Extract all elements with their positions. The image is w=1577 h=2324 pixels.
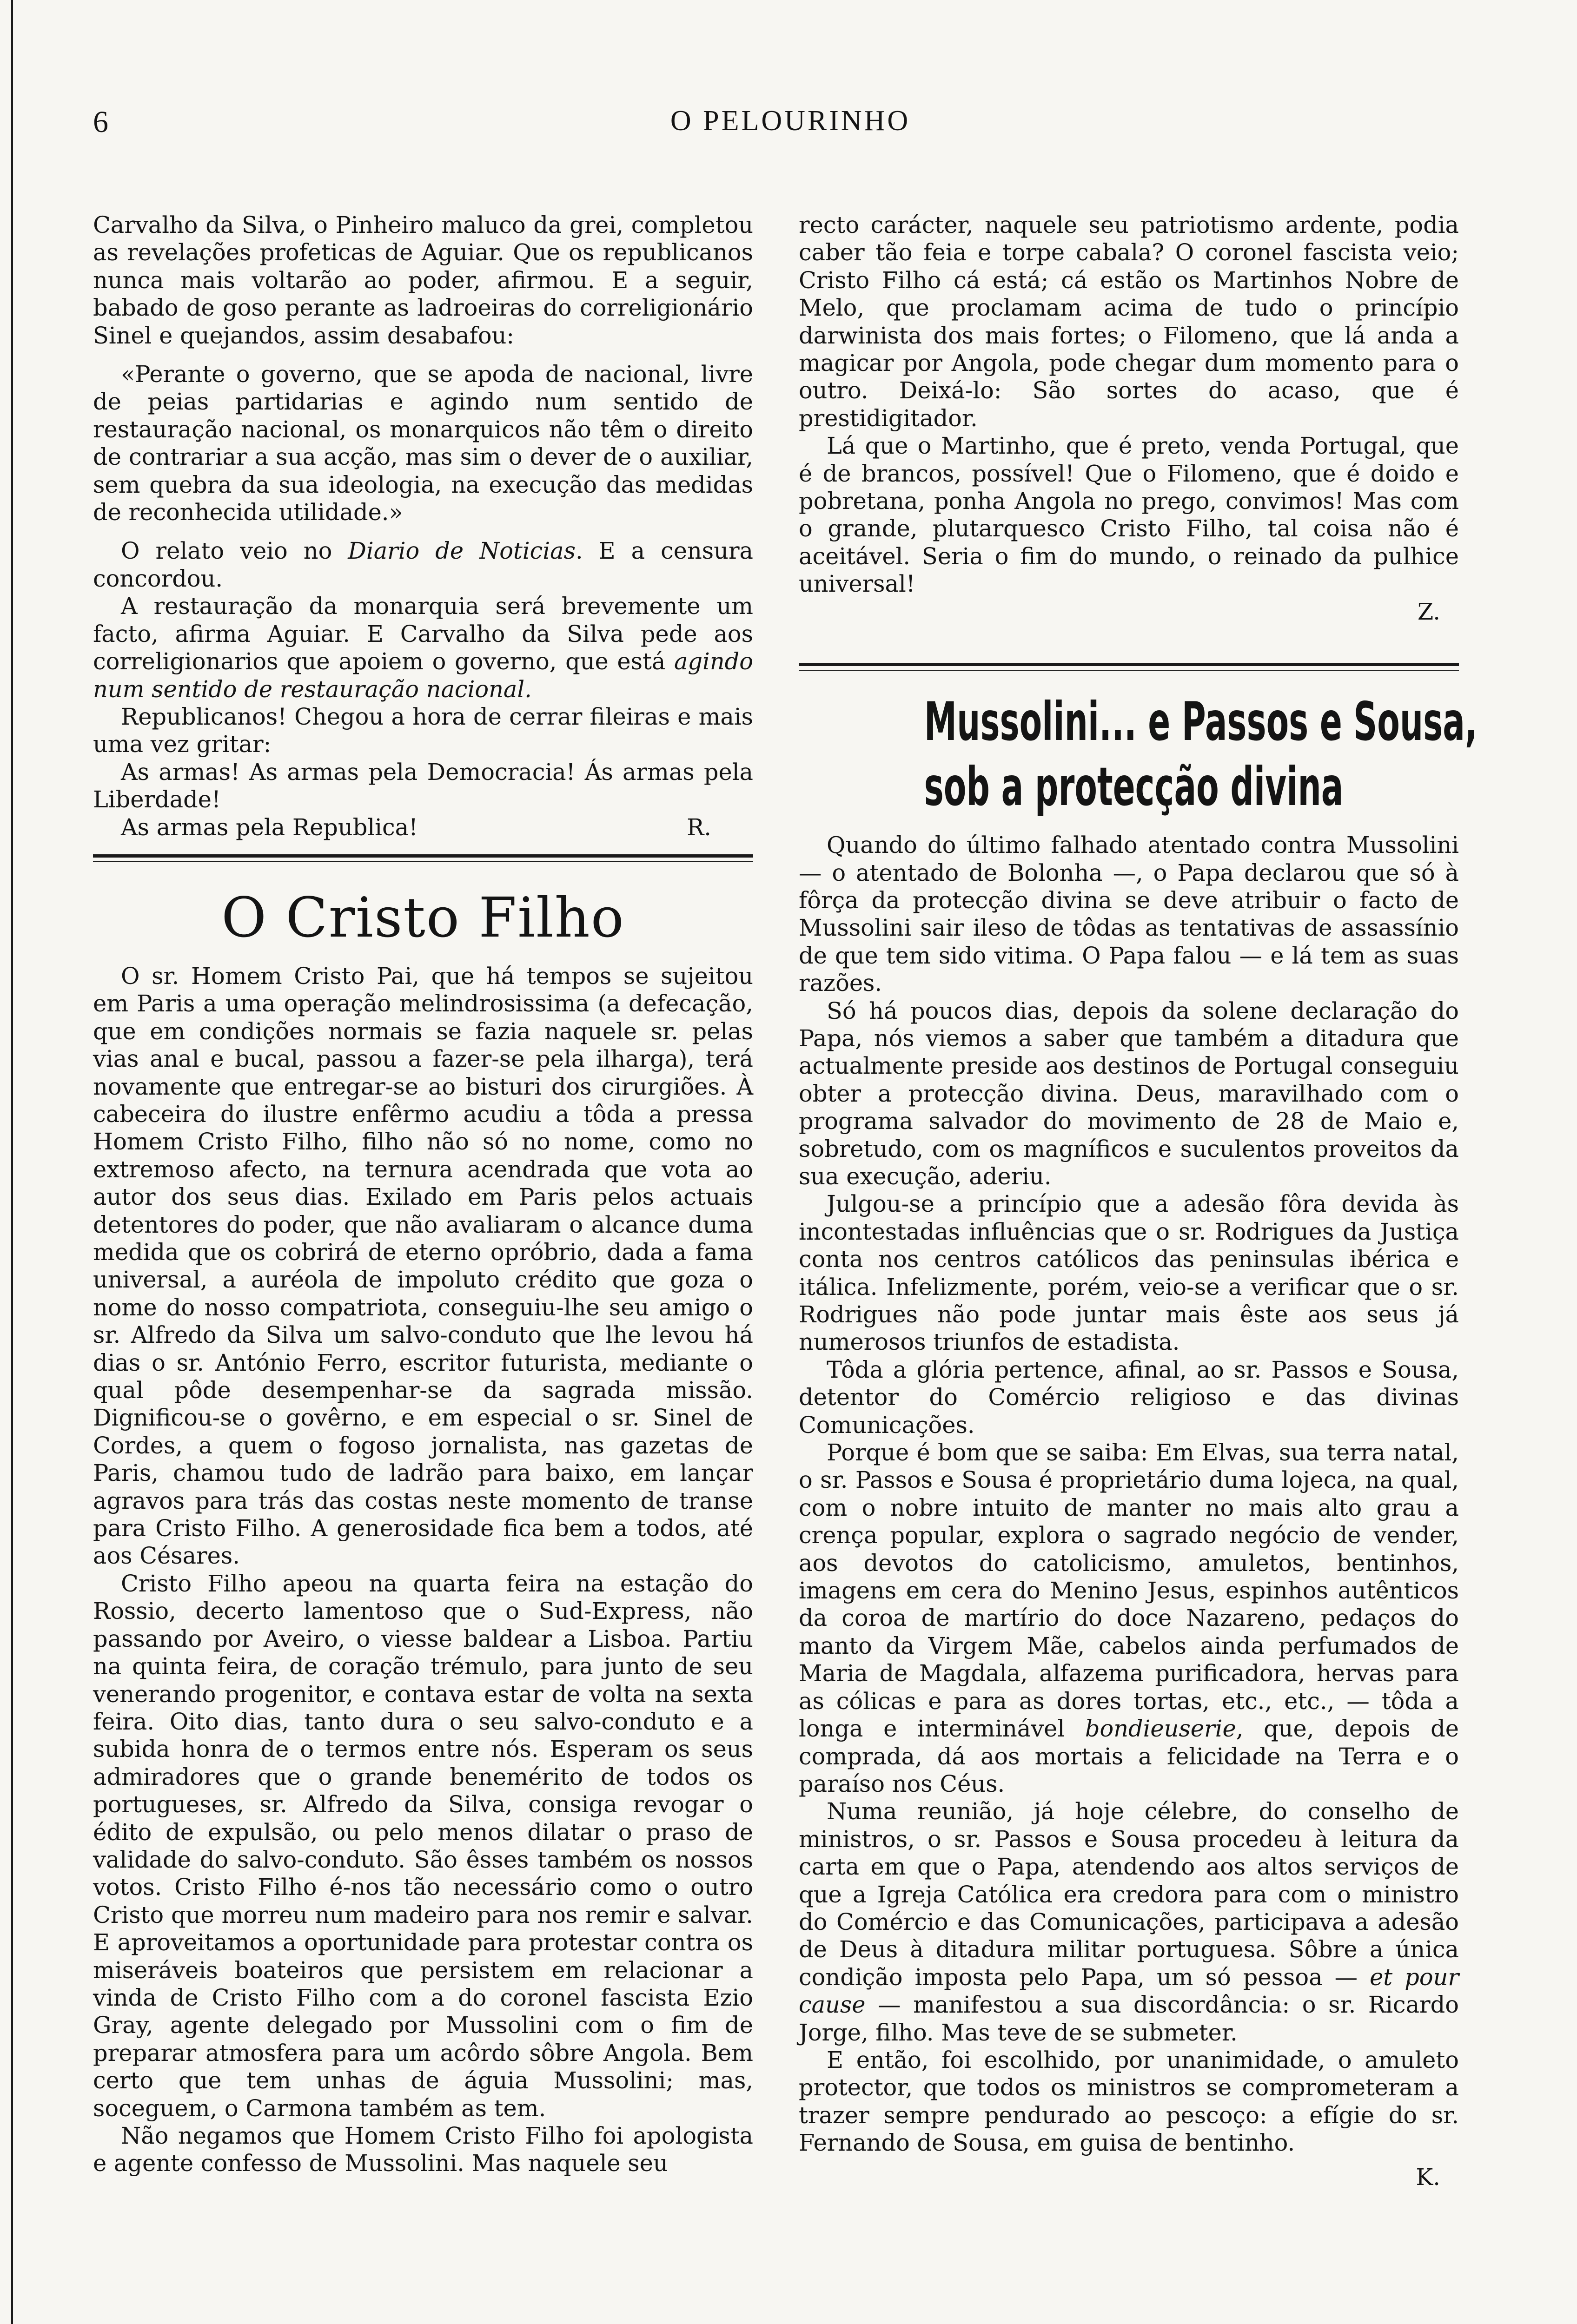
restauracao-text: A restauração da monarquia será brevemente um facto, afirma Aguiar. E Carvalho da Silva pede aos correligionarios que apoiem o governo, que está: [93, 593, 753, 675]
armas-paragraph: As armas! As armas pela Democracia! Ás armas pela Liberdade!: [93, 758, 753, 813]
journal-title: O PELOURINHO: [670, 105, 911, 137]
page-left-edge: [11, 0, 13, 2324]
relato-source: Diario de Noticias: [348, 537, 576, 565]
restauracao-italic: agindo num sentido de restauração nacional.: [93, 648, 754, 703]
signature-r: R.: [687, 813, 711, 841]
pour-cause: et pour cause: [799, 1963, 1459, 2019]
last-line-text: As armas pela Republica!: [121, 813, 418, 841]
mussolini-paragraph-5: [799, 1439, 1459, 1798]
signature-k: K.: [1416, 2163, 1440, 2191]
left-column: [93, 211, 753, 2178]
call-paragraph: Republicanos! Chegou a hora de cerrar fileiras e mais uma vez gritar:: [93, 703, 753, 758]
article-title-mussolini: [924, 689, 1478, 819]
relato-paragraph: [93, 537, 753, 593]
title-line-1: Mussolini... e Passos e Sousa,: [924, 691, 1478, 753]
mussolini-paragraph-2: Só há poucos dias, depois da solene declaração do Papa, nós viemos a saber que também a ditadura que actualmente preside aos destinos de Portugal conseguiu obter a protecção divina. Deus, maravilhado com o programa salvador do movimento de 28 de Maio e, sobretudo, com os magníficos e suculentos proveitos da sua execução, aderiu.: [799, 997, 1459, 1190]
bondieuserie-word: bondieuserie: [1085, 1715, 1236, 1743]
cristo-paragraph-3: Não negamos que Homem Cristo Filho foi apologista e agente confesso de Mussolini. Mas naquele seu: [93, 2122, 753, 2177]
restauracao-paragraph: [93, 593, 753, 703]
mussolini-paragraph-4: Tôda a glória pertence, afinal, ao sr. Passos e Sousa, detentor do Comércio religioso e das divinas Comunicações.: [799, 1356, 1459, 1439]
continuation-paragraph-2: Lá que o Martinho, que é preto, venda Portugal, que é de brancos, possível! Que o Filomeno, que é doido e pobretana, ponha Angola no prego, convimos! Mas com o grande, plutarquesco Cristo Filho, tal coisa não é aceitável. Seria o fim do mundo, o reinado da pulhice universal!: [799, 432, 1459, 598]
mussolini-paragraph-7: E então, foi escolhido, por unanimidade, o amuleto protector, que todos os ministros se comprometeram a trazer sempre pendurado ao pescoço: a efígie do sr. Fernando de Sousa, em guisa de bentinho.: [799, 2046, 1459, 2157]
section-divider: [93, 854, 753, 862]
page-number: 6: [93, 105, 108, 139]
cristo-paragraph-1: O sr. Homem Cristo Pai, que há tempos se sujeitou em Paris a uma operação melindrosissima (a defecação, que em condições normais se fazia naquele sr. pelas vias anal e bucal, passou a fazer-se pela ilharga), terá novamente que entregar-se ao bisturi dos cirurgiões. À cabeceira do ilustre enfêrmo acudiu a tôda a pressa Homem Cristo Filho, filho não só no nome, como no extremoso afecto, na ternura acendrada que vota ao autor dos seus dias. Exilado em Paris pelos actuais detentores do poder, que não avaliaram o alcance duma medida que os cobrirá de eterno opróbrio, dada a fama universal, a auréola de impoluto crédito que goza o nome do nosso compatriota, conseguiu-lhe seu amigo o sr. Alfredo da Silva um salvo-conduto que lhe levou há dias o sr. António Ferro, escritor futurista, mediante o qual pôde desempenhar-se da sagrada missão. Dignificou-se o govêrno, e em especial o sr. Sinel de Cordes, a quem o fogoso jornalista, nas gazetas de Paris, chamou tudo de ladrão para baixo, em lançar agravos para trás das costas neste momento de transe para Cristo Filho. A generosidade fica bem a todos, até aos Césares.: [93, 962, 753, 1570]
page-header: [93, 105, 1488, 146]
quote-paragraph: «Perante o governo, que se apoda de nacional, livre de peias partidarias e agindo num sentido de restauração nacional, os monarquicos não têm o direito de contrariar a sua acção, mas sim o dever de o auxiliar, sem quebra da sua ideologia, na execução das medidas de reconhecida utilidade.»: [93, 361, 753, 526]
title-line-2: sob a protecção divina: [924, 756, 1344, 818]
relato-end: . E a censura concordou.: [93, 537, 753, 592]
bondieuserie-tail: , que, depois de comprada, dá aos mortais a felicidade na Terra e o paraíso nos Céus.: [799, 1715, 1459, 1797]
last-line: [93, 814, 753, 841]
signature-z: Z.: [1417, 598, 1440, 625]
right-column: [799, 211, 1478, 2191]
section-divider-right: [799, 663, 1459, 671]
mussolini-paragraph-6: [799, 1798, 1459, 2047]
paragraph-5-text: Porque é bom que se saiba: Em Elvas, sua terra natal, o sr. Passos e Sousa é proprietário duma lojeca, na qual, com o nobre intuito de manter no mais alto grau a crença popular, explora o sagrado negócio de vender, aos devotos do catolicismo, amuletos, bentinhos, imagens em cera do Menino Jesus, espinhos autênticos da coroa de martírio do doce Nazareno, pedaços do manto da Virgem Mãe, cabelos ainda perfumados de Maria de Magdala, alfazema purificadora, hervas para as cólicas e para as dores tortas, etc., etc., — tôda a longa e interminável: [799, 1439, 1459, 1743]
intro-paragraph: Carvalho da Silva, o Pinheiro maluco da grei, completou as revelações profeticas de Aguiar. Que os republicanos nunca mais voltarão ao poder, afirmou. E a seguir, babado de goso perante as ladroeiras do correligionário Sinel e quejandos, assim desabafou:: [93, 211, 753, 349]
mussolini-paragraph-3: Julgou-se a princípio que a adesão fôra devida às incontestadas influências que o sr. Rodrigues da Justiça conta nos centros católicos das peninsulas ibérica e itálica. Infelizmente, porém, veio-se a verificar que o sr. Rodrigues não pode juntar mais êste aos seus já numerosos triunfos de estadista.: [799, 1190, 1459, 1356]
paragraph-6-text: Numa reunião, já hoje célebre, do conselho de ministros, o sr. Passos e Sousa procedeu à leitura da carta em que o Papa, atendendo aos altos serviços de que a Igreja Católica era credora para com o ministro do Comércio e das Comunicações, participava a adesão de Deus à ditadura militar portuguesa. Sôbre a única condição imposta pelo Papa, um só pessoa —: [799, 1798, 1459, 1991]
mussolini-paragraph-1: Quando do último falhado atentado contra Mussolini — o atentado de Bolonha —, o Papa declarou que só à fôrça da protecção divina se deve atribuir o facto de Mussolini sair ileso de tôdas as tentativas de assassínio de que tem sido vitima. O Papa falou — e lá tem as suas razões.: [799, 832, 1459, 997]
article-title-cristo-filho: O Cristo Filho: [221, 885, 625, 950]
relato-text: O relato veio no: [121, 537, 332, 565]
pour-cause-tail: — manifestou a sua discordância: o sr. Ricardo Jorge, filho. Mas teve de se submeter.: [799, 1991, 1459, 2046]
continuation-paragraph-1: recto carácter, naquele seu patriotismo ardente, podia caber tão feia e torpe cabala? O coronel fascista veio; Cristo Filho cá está; cá estão os Martinhos Nobre de Melo, que proclamam acima de tudo o princípio darwinista dos mais fortes; o Filomeno, que lá anda a magicar por Angola, pode chegar dum momento para o outro. Deixá-lo: São sortes do acaso, que é prestidigitador.: [799, 211, 1459, 432]
cristo-paragraph-2: Cristo Filho apeou na quarta feira na estação do Rossio, decerto lamentoso que o Sud-Express, não passando por Aveiro, o viesse baldear a Lisboa. Partiu na quinta feira, de coração trémulo, para junto de seu venerando progenitor, e contava estar de volta na sexta feira. Oito dias, tanto dura o seu salvo-conduto e a subida honra de o termos entre nós. Esperam os seus admiradores que o grande benemérito de todos os portugueses, sr. Alfredo da Silva, consiga revogar o édito de expulsão, ou pelo menos dilatar o praso de validade do salvo-conduto. São êsses também os nossos votos. Cristo Filho é-nos tão necessário como o outro Cristo que morreu num madeiro para nos remir e salvar. E aproveitamos a oportunidade para protestar contra os miseráveis boateiros que persistem em relacionar a vinda de Cristo Filho com a do coronel fascista Ezio Gray, agente delegado por Mussolini com o fim de preparar atmosfera para um acôrdo sôbre Angola. Bem certo que tem unhas de águia Mussolini; mas, soceguem, o Carmona também as tem.: [93, 1570, 753, 2122]
